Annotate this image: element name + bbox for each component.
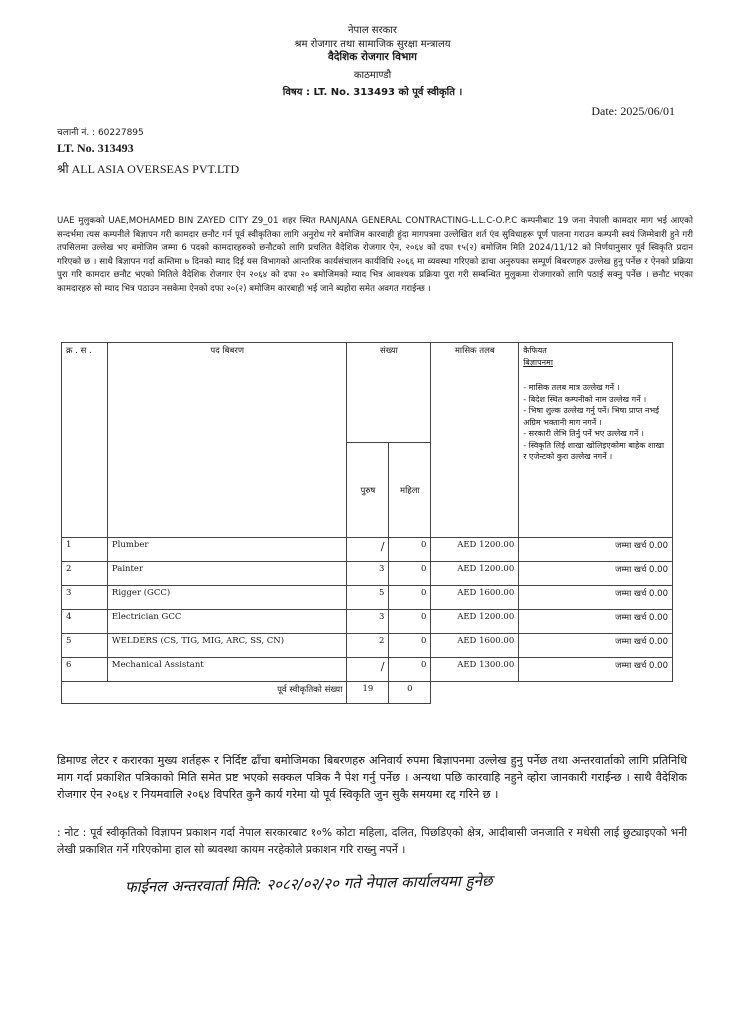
row-male: 3 <box>347 562 389 586</box>
remark-note: - भिषा शुल्क उल्लेख गर्नु पर्ने। भिषा प्राप्त नभई अग्रिम भक्तानी माग नगर्ने । <box>523 406 659 427</box>
recipient-company: श्री ALL ASIA OVERSEAS PVT.LTD <box>57 162 240 176</box>
table-row <box>62 538 673 562</box>
row-sn: 6 <box>62 658 108 682</box>
row-female: 0 <box>389 538 431 562</box>
table-row <box>62 562 673 586</box>
letter-date: Date: 2025/06/01 <box>591 104 675 118</box>
table-row <box>62 658 673 682</box>
col-header-male: पुरुष <box>347 443 389 538</box>
row-post: Electrician GCC <box>107 610 347 634</box>
handwritten-interview-note: फाईनल अन्तरवार्ता मिति: २०८२/०२/२० गते नेपाल कार्यालयमा हुनेछ <box>124 871 493 897</box>
blank-cell <box>431 682 519 704</box>
row-sn: 5 <box>62 634 108 658</box>
remarks-subtitle: बिज्ञापनमा <box>523 357 553 367</box>
table-total-row <box>62 682 673 704</box>
remark-note: - स्विकृति लिई शाखा खोलिइएकोमा बाहेक शाखा र एजेन्टको कुरा उल्लेख नगर्ने । <box>523 440 665 461</box>
row-remark: जम्मा खर्च 0.00 <box>519 658 673 682</box>
row-remark: जम्मा खर्च 0.00 <box>519 586 673 610</box>
row-sn: 1 <box>62 538 108 562</box>
row-post: Mechanical Assistant <box>107 658 347 682</box>
row-male: / <box>347 538 389 562</box>
blank-cell <box>519 682 673 704</box>
remark-note: - मासिक तलब मात्र उल्लेख गर्ने । <box>523 383 620 392</box>
header-gov-name: नेपाल सरकार <box>348 25 397 36</box>
row-post: Painter <box>107 562 347 586</box>
header-city: काठमाण्डौ <box>353 70 392 81</box>
row-sn: 4 <box>62 610 108 634</box>
row-salary: AED 1200.00 <box>431 562 519 586</box>
table-row <box>62 610 673 634</box>
footer-note: : नोट : पूर्व स्वीकृतिको विज्ञापन प्रकाशन गर्दा नेपाल सरकारबाट १०% कोटा महिला, दलित, पिछडिएको क्षेत्र, आदीबासी जनजाति र मधेसी लाई छुट्याइएको भनी लेखी प्रकाशित गर्ने गरिएकोमा हाल सो ब्यवस्था कायम नरहेकोले प्रकाशन गरि राख्नु नपर्ने । <box>57 826 687 856</box>
dispatch-number: चलानी नं. : 60227895 <box>57 128 144 138</box>
row-salary: AED 1200.00 <box>431 538 519 562</box>
row-female: 0 <box>389 586 431 610</box>
table-header-row <box>62 343 673 443</box>
footer-instructions: डिमाण्ड लेटर र करारका मुख्य शर्तहरू र निर्दिष्ट ढाँचा बमोजिमका बिबरणहरु अनिवार्य रुपमा बिज्ञापनमा उल्लेख हुनु पर्नेछ तथा अन्तरवार्ताको लागि प्रतिनिधि माग गर्दा प्रकाशित पत्रिकाको मिति समेत प्रष्ट भएको सक्कल पत्रिक नै पेश गर्नु पर्नेछ । अन्यथा पछि कारवाहि नहुने व्होरा जानकारी गराईन्छ । साथै वैदेशिक रोजगार ऐन २०६४ र नियमवालि २०६४ विपरित कुनै कार्य गरेमा यो पूर्व स्विकृति जुन सुकै समयमा रद्द गरिने छ । <box>57 754 687 801</box>
row-remark: जम्मा खर्च 0.00 <box>519 538 673 562</box>
row-female: 0 <box>389 634 431 658</box>
remark-note: - सरकारी लेभि तिर्नु पर्ने भए उल्लेख गर्ने । <box>523 429 644 438</box>
total-female: 0 <box>389 682 431 704</box>
row-female: 0 <box>389 610 431 634</box>
row-sn: 2 <box>62 562 108 586</box>
row-salary: AED 1300.00 <box>431 658 519 682</box>
row-male: / <box>347 658 389 682</box>
row-sn: 3 <box>62 586 108 610</box>
col-header-salary: मासिक तलब <box>431 343 519 538</box>
table-row <box>62 634 673 658</box>
total-male: 19 <box>347 682 389 704</box>
col-header-female: महिला <box>389 443 431 538</box>
header-department: वैदेशिक रोजगार विभाग <box>328 51 417 63</box>
col-header-post: पद बिबरण <box>107 343 347 538</box>
lt-number: LT. No. 313493 <box>57 141 134 155</box>
row-female: 0 <box>389 562 431 586</box>
row-salary: AED 1600.00 <box>431 586 519 610</box>
approval-paragraph: UAE मुलुकको UAE,MOHAMED BIN ZAYED CITY Z9_01 शहर स्थित RANJANA GENERAL CONTRACTING-L.L.C-O.P.C कम्पनीबाट 19 जना नेपाली कामदार माग भई आएको सन्दर्भमा त्यस कम्पनीले बिज्ञापन गरी कामदार छनौट गर्न पूर्व स्वीकृतिका लागि अनुरोध गरे बमोजिम कारवाही हुंदा मागपत्रमा उल्लेखित शर्त एंव सुविधाहरू पूर्ण पालना गराउन कम्पनी स्वयं जिम्मेवारी हुने गरी तपसिलमा उल्लेख भए बमोजिम जम्मा 6 पदको कामदारहरुको छनौटको लागि प्रचलित वैदेशिक रोजगार ऐन, २०६४ को दफा १५(२) बमोजिम मिति 2024/11/12 को निर्णयानुसार पूर्व स्विकृति प्रदान गरिएको छ । साथै बिज्ञापन गर्दा कम्तिमा ७ दिनको म्याद दिई यस विभागको आन्तरिक कार्यसंचालन कार्यविधि २०६६ मा व्यवस्था गरिएको ढाचा अनुरुपका सम्पूर्ण बिबरणहरु उल्लेख हुनु पर्नेछ र ऐनको प्रक्रिया पुरा गरि कामदार छनौट भएको मितिले वैदेशिक रोजगार ऐन २०६४ को दफा २० बमोजिमको म्याद भित्र आवश्यक प्रक्रिया पुरा गरी सम्बन्धित मुलुकमा रोजगारको लागि पठाई सक्नु पर्नेछ । छनौट भएका कामदारहरु सो म्याद भित्र पठाउन नसकेमा ऐनको दफा २०(२) बमोजिम कारबाही भई जाने ब्यहोरा समेत अवगत गराईन्छ । <box>57 216 693 294</box>
row-male: 5 <box>347 586 389 610</box>
row-remark: जम्मा खर्च 0.00 <box>519 562 673 586</box>
row-post: WELDERS (CS, TIG, MIG, ARC, SS, CN) <box>107 634 347 658</box>
row-salary: AED 1600.00 <box>431 634 519 658</box>
row-female: 0 <box>389 658 431 682</box>
remarks-title: कैफियत <box>523 346 547 355</box>
row-salary: AED 1200.00 <box>431 610 519 634</box>
remark-note: - बिदेश स्थित कम्पनीको नाम उल्लेख गर्ने । <box>523 394 647 404</box>
total-label: पूर्व स्वीकृतिको संख्या <box>62 682 347 704</box>
table-row <box>62 586 673 610</box>
row-male: 2 <box>347 634 389 658</box>
row-post: Rigger (GCC) <box>107 586 347 610</box>
row-remark: जम्मा खर्च 0.00 <box>519 634 673 658</box>
remarks-header <box>519 343 673 538</box>
row-post: Plumber <box>107 538 347 562</box>
col-header-count: संख्या <box>347 343 431 443</box>
header-ministry: श्रम रोजगार तथा सामाजिक सुरक्षा मन्त्रालय <box>294 39 451 50</box>
row-male: 3 <box>347 610 389 634</box>
subject-line: विषय : LT. No. 313493 को पूर्व स्वीकृति । <box>282 87 463 98</box>
approval-table <box>61 342 673 704</box>
col-header-sn: क्र . स . <box>62 343 108 538</box>
row-remark: जम्मा खर्च 0.00 <box>519 610 673 634</box>
